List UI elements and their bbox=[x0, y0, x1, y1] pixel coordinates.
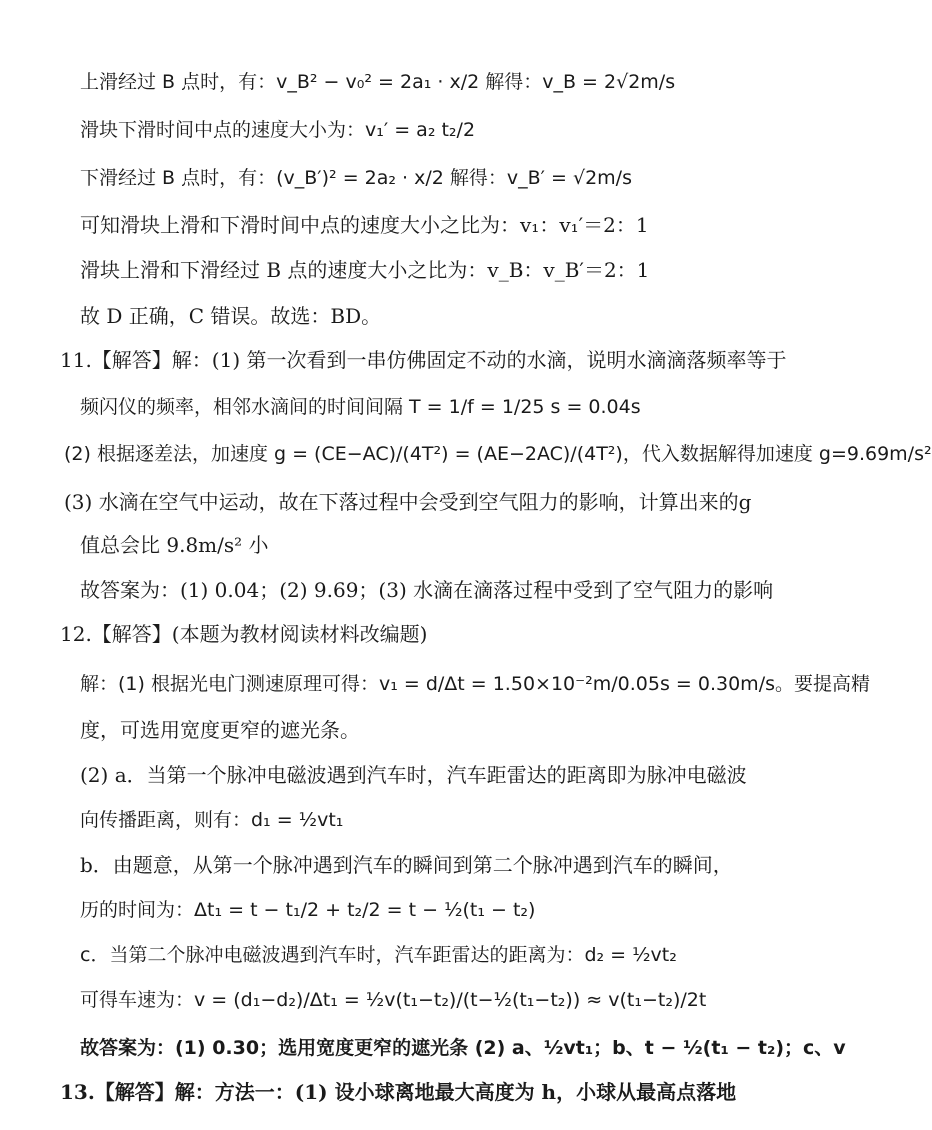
question-13-heading: 13.【解答】解：方法一：(1) 设小球离地最大高度为 h，小球从最高点落地 bbox=[60, 1080, 737, 1104]
text-line-2: 滑块下滑时间中点的速度大小为：v₁′ = a₂ t₂/2 bbox=[80, 119, 476, 141]
text-line-17: 向传播距离，则有：d₁ = ½vt₁ bbox=[80, 809, 344, 831]
text-line-20: c．当第二个脉冲电磁波遇到汽车时，汽车距雷达的距离为：d₂ = ½vt₂ bbox=[80, 944, 677, 966]
text-line-4: 可知滑块上滑和下滑时间中点的速度大小之比为：v₁：v₁′＝2：1 bbox=[80, 213, 649, 237]
text-line-1: 上滑经过 B 点时，有：v_B² − v₀² = 2a₁ · x/2 解得：v_B = 2√2m/s bbox=[80, 71, 676, 93]
text-line-16: (2) a．当第一个脉冲电磁波遇到汽车时，汽车距雷达的距离即为脉冲电磁波 bbox=[80, 763, 747, 787]
text-line-10: (3) 水滴在空气中运动，故在下落过程中会受到空气阻力的影响，计算出来的g bbox=[64, 490, 752, 514]
text-line-12: 故答案为：(1) 0.04；(2) 9.69；(3) 水滴在滴落过程中受到了空气阻力的影响 bbox=[80, 578, 774, 602]
text-line-9: (2) 根据逐差法，加速度 g = (CE−AC)/(4T²) = (AE−2AC)/(4T²)，代入数据解得加速度 g=9.69m/s² bbox=[64, 443, 932, 465]
text-line-18: b．由题意，从第一个脉冲遇到汽车的瞬间到第二个脉冲遇到汽车的瞬间， bbox=[80, 853, 733, 877]
text-line-5: 滑块上滑和下滑经过 B 点的速度大小之比为：v_B：v_B′＝2：1 bbox=[80, 258, 650, 282]
text-line-21: 可得车速为：v = (d₁−d₂)/Δt₁ = ½v(t₁−t₂)/(t−½(t₁−t₂)) ≈ v(t₁−t₂)/2t bbox=[80, 989, 707, 1011]
question-12-heading: 12.【解答】(本题为教材阅读材料改编题) bbox=[60, 622, 428, 646]
text-line-22: 故答案为：(1) 0.30；选用宽度更窄的遮光条 (2) a、½vt₁；b、t − ½(t₁ − t₂)；c、v bbox=[80, 1037, 846, 1059]
text-line-6: 故 D 正确，C 错误。故选：BD。 bbox=[80, 304, 382, 328]
text-line-19: 历的时间为：Δt₁ = t − t₁/2 + t₂/2 = t − ½(t₁ − t₂) bbox=[80, 899, 536, 921]
text-line-3: 下滑经过 B 点时，有：(v_B′)² = 2a₂ · x/2 解得：v_B′ = √2m/s bbox=[80, 167, 632, 189]
question-11-heading: 11.【解答】解：(1) 第一次看到一串仿佛固定不动的水滴，说明水滴滴落频率等于 bbox=[60, 348, 787, 372]
text-line-14: 解：(1) 根据光电门测速原理可得：v₁ = d/Δt = 1.50×10⁻²m/0.05s = 0.30m/s。要提高精 bbox=[80, 673, 870, 695]
text-line-15: 度，可选用宽度更窄的遮光条。 bbox=[80, 718, 360, 742]
text-line-8: 频闪仪的频率，相邻水滴间的时间间隔 T = 1/f = 1/25 s = 0.04s bbox=[80, 396, 641, 418]
text-line-11: 值总会比 9.8m/s² 小 bbox=[80, 533, 269, 557]
